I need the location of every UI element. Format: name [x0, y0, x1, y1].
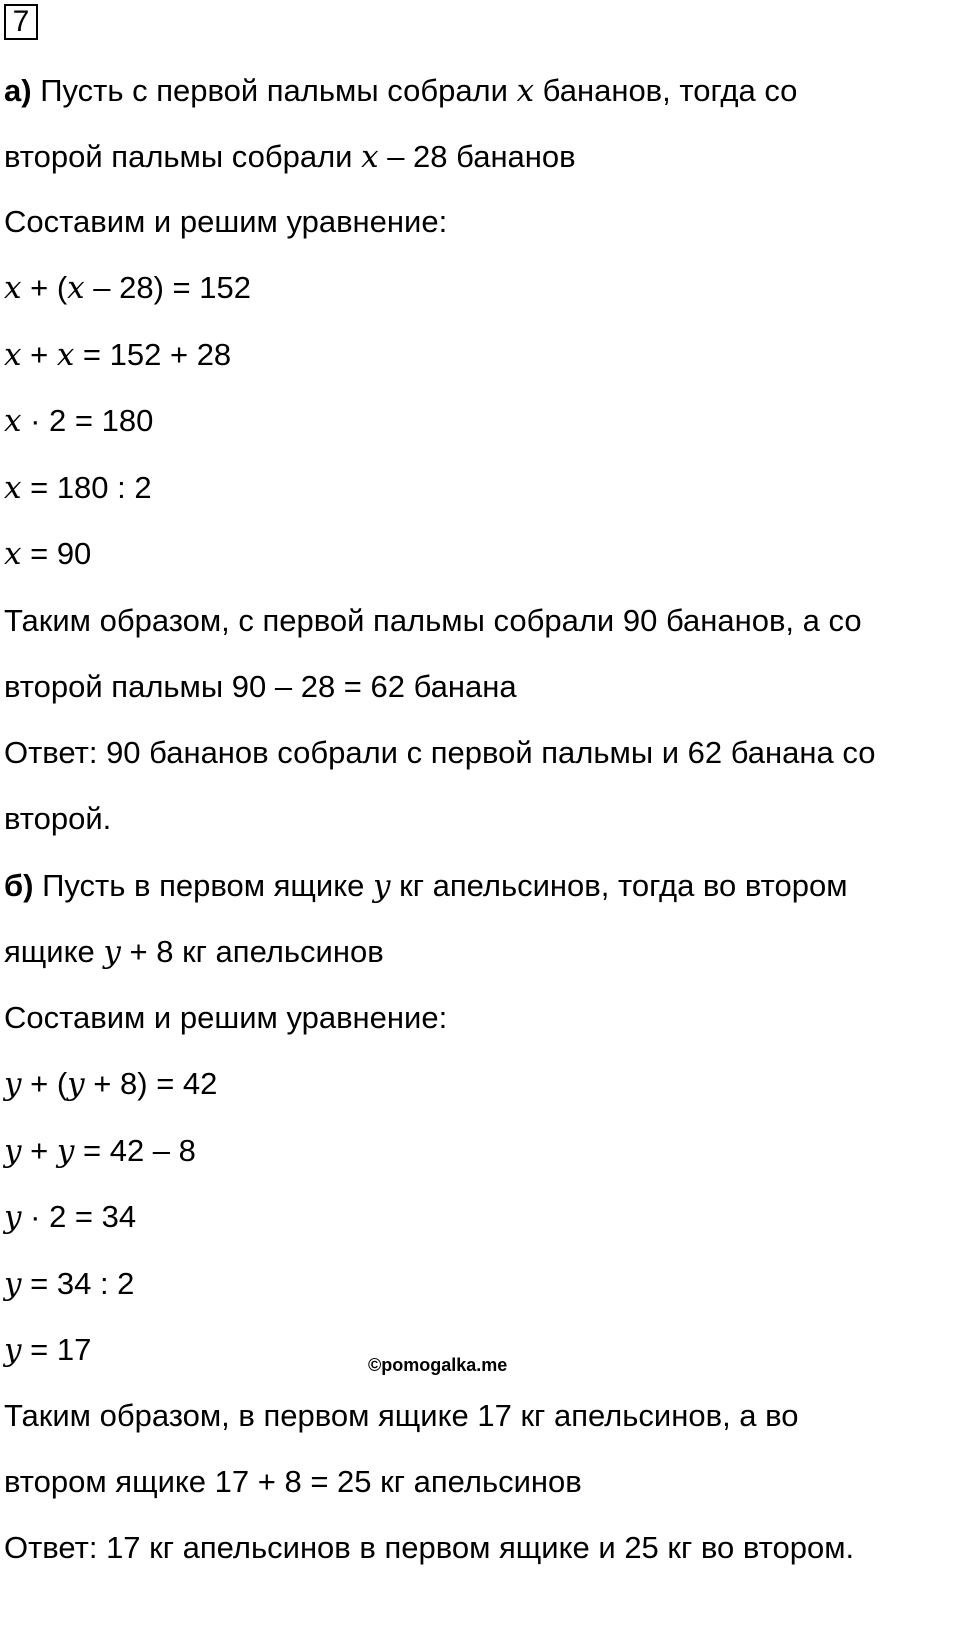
- variable: x: [4, 337, 22, 373]
- text: + 8 кг апельсинов: [120, 934, 384, 969]
- part-a-equation-2: [4, 335, 231, 375]
- variable: x: [516, 73, 535, 109]
- text: + 8) = 42: [84, 1066, 218, 1101]
- text: = 17: [21, 1332, 92, 1367]
- variable: x: [56, 337, 75, 373]
- text: = 90: [21, 536, 92, 571]
- text: второй пальмы собрали: [4, 139, 362, 174]
- text: = 152 + 28: [74, 337, 232, 372]
- text: – 28) = 152: [84, 270, 251, 305]
- part-b-equation-1: [4, 1064, 217, 1104]
- text: Пусть в первом ящике: [33, 868, 374, 903]
- part-a-label: а): [4, 73, 32, 108]
- text: + (: [21, 270, 68, 305]
- text: · 2 = 180: [21, 403, 154, 438]
- part-b-setup: Составим и решим уравнение:: [4, 1000, 448, 1035]
- part-b-equation-5: [4, 1330, 91, 1370]
- variable: x: [4, 470, 22, 506]
- part-a-equation-1: [4, 268, 251, 308]
- text: +: [21, 337, 57, 372]
- part-a-intro-line1: [4, 71, 797, 111]
- variable: y: [4, 1199, 22, 1235]
- part-a-answer-line2: второй.: [4, 801, 112, 836]
- text: – 28 бананов: [378, 139, 576, 174]
- task-number: 7: [4, 4, 38, 40]
- watermark: ©pomogalka.me: [368, 1355, 508, 1375]
- variable: x: [4, 536, 22, 572]
- part-a-conclusion-line1: Таким образом, с первой пальмы собрали 90 бананов, а со: [4, 603, 862, 638]
- variable: y: [4, 1133, 22, 1169]
- variable: y: [56, 1133, 75, 1169]
- variable: y: [4, 1066, 22, 1102]
- part-a-intro-line2: [4, 137, 576, 177]
- part-b-equation-4: [4, 1264, 134, 1304]
- part-a-equation-5: [4, 534, 91, 574]
- text: = 34 : 2: [21, 1266, 135, 1301]
- text: ящике: [4, 934, 104, 969]
- part-b-label: б): [4, 868, 34, 903]
- part-b-conclusion-line2: втором ящике 17 + 8 = 25 кг апельсинов: [4, 1464, 582, 1499]
- part-b-conclusion-line1: Таким образом, в первом ящике 17 кг апельсинов, а во: [4, 1398, 799, 1433]
- part-b-equation-3: [4, 1197, 136, 1237]
- text: бананов, тогда со: [534, 73, 798, 108]
- text: · 2 = 34: [21, 1199, 137, 1234]
- variable: y: [373, 868, 391, 904]
- text: + (: [21, 1066, 68, 1101]
- text: +: [21, 1133, 57, 1168]
- part-a-equation-4: [4, 468, 152, 508]
- part-a-equation-3: [4, 401, 153, 441]
- part-b-answer: Ответ: 17 кг апельсинов в первом ящике и 25 кг во втором.: [4, 1530, 855, 1565]
- variable: y: [4, 1266, 22, 1302]
- text: = 180 : 2: [21, 470, 152, 505]
- part-a-answer-line1: Ответ: 90 бананов собрали с первой пальмы и 62 банана со: [4, 735, 876, 770]
- part-a-conclusion-line2: второй пальмы 90 – 28 = 62 банана: [4, 669, 517, 704]
- part-b-intro-line1: [4, 866, 848, 906]
- variable: x: [67, 270, 85, 306]
- text: кг апельсинов, тогда во втором: [390, 868, 848, 903]
- part-b-equation-2: [4, 1131, 196, 1171]
- variable: y: [103, 934, 121, 970]
- variable: x: [4, 270, 22, 306]
- variable: x: [4, 403, 22, 439]
- variable: y: [4, 1332, 22, 1368]
- variable: y: [67, 1066, 85, 1102]
- part-a-setup: Составим и решим уравнение:: [4, 204, 448, 239]
- text: Пусть с первой пальмы собрали: [31, 73, 517, 108]
- part-b-intro-line2: [4, 932, 384, 972]
- text: = 42 – 8: [74, 1133, 196, 1168]
- variable: x: [361, 139, 379, 175]
